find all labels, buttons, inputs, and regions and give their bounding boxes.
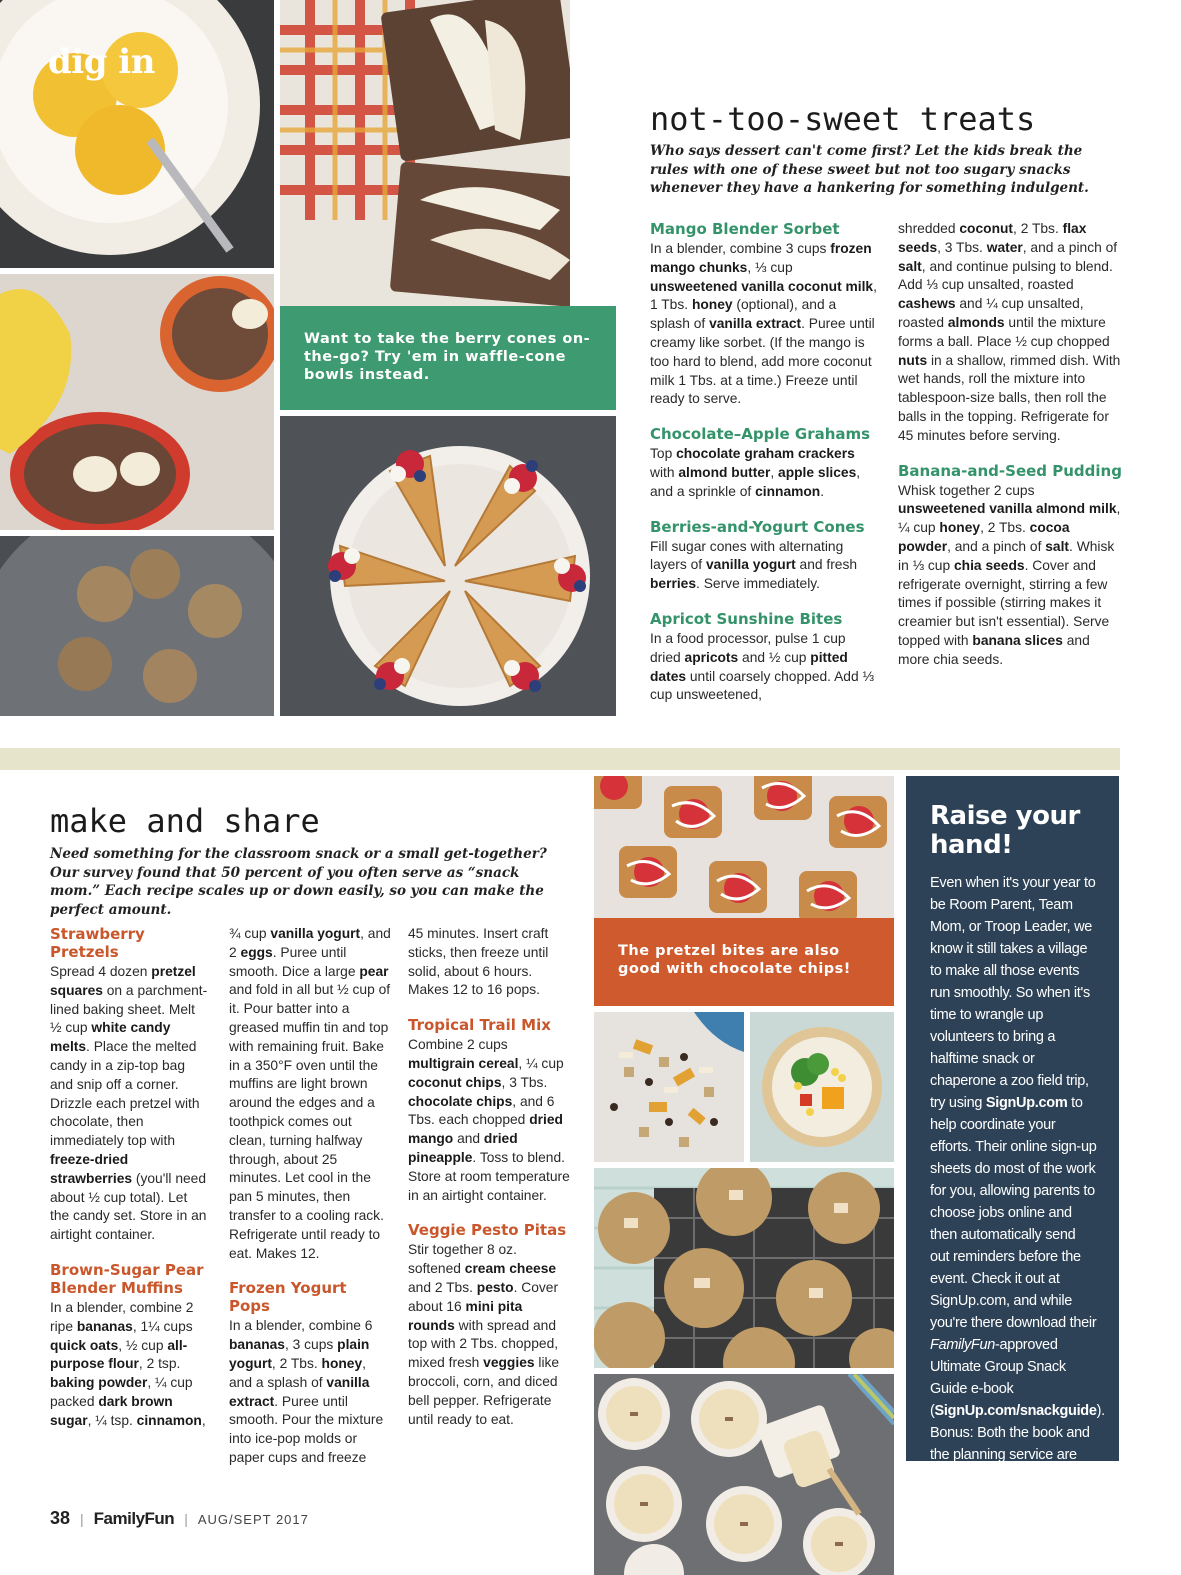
- recipe-veggie-pesto-pitas: [408, 1221, 570, 1429]
- recipe-body: ¾ cup vanilla yogurt, and 2 eggs. Puree until smooth. Dice a large pear and fold in all but ½ cup of it. Pour batter into a greased muffin tin and top with remaining fruit. Bake in a 350°F oven until the muffins are light brown around the edges and a toothpick comes out clean, turning halfway through, about 25 minutes. Let cool in the pan 5 minutes, then transfer to a cooling rack. Refrigerate until ready to eat. Makes 12.: [229, 926, 391, 1261]
- recipe-apricot-sunshine-bites: [650, 610, 878, 705]
- bottom-section-title: make and share: [50, 802, 320, 840]
- recipe-body: Spread 4 dozen pretzel squares on a parchment-lined baking sheet. Melt ½ cup white candy melts. Place the melted candy in a zip-top bag and snip off a corner. Drizzle each pretzel with chocolate, then immediately top with freeze-dried strawberries (you'll need about ½ cup total). Let the candy set. Store in an airtight container.: [50, 964, 208, 1243]
- recipe-title: Chocolate–Apple Grahams: [650, 425, 871, 444]
- top-section-title: not-too-sweet treats: [650, 100, 1036, 138]
- recipe-body: In a blender, combine 3 cups frozen mango chunks, ⅓ cup unsweetened vanilla coconut milk, 1 Tbs. honey (optional), and a splash of vanilla extract. Puree until creamy like sorbet. (If the mango is too hard to blend, add more coconut milk 1 Tbs. at a time.) Freeze until ready to serve.: [650, 241, 877, 407]
- recipe-chocolate-apple-grahams: [650, 425, 878, 501]
- recipe-berries-yogurt-cones: [650, 518, 878, 594]
- recipe-tropical-trail-mix: [408, 1016, 570, 1205]
- raise-your-hand-sidebar: [906, 776, 1119, 1507]
- bottom-section-intro: Need something for the classroom snack or a small get-together? Our survey found that 50 percent of you often serve as “snack mom.” Each recipe scales up or down easily, so you can make the perfect amount.: [50, 846, 547, 918]
- pear-muffins-photo: [594, 1168, 894, 1368]
- recipe-title: Mango Blender Sorbet: [650, 220, 840, 238]
- dig-in-label: dig in: [48, 42, 155, 82]
- recipe-title: Veggie Pesto Pitas: [408, 1221, 567, 1240]
- trail-mix-photo: [594, 1012, 744, 1162]
- recipe-title: Brown-Sugar Pear Blender Muffins: [50, 1260, 204, 1297]
- sidebar-body: Even when it's your year to be Room Parent, Team Mom, or Troop Leader, we know it still takes a village to make all those events run smoothly. So when it's time to wrangle up volunteers to bring a halftime snack or chaperone a zoo field trip, try using SignUp.com to help coordinate your efforts. Their online sign-up sheets do most of the work for you, allowing parents to choose jobs online and then automatically send out reminders before the event. Check it out at SignUp.com, and while you're there download their FamilyFun-approved Ultimate Group Snack Guide e-book (SignUp.com/snackguide). Bonus: Both the book and the planning service are totally free. Happy planning!: [930, 875, 1105, 1507]
- recipe-title: Strawberry Pretzels: [50, 925, 145, 961]
- recipe-body: In a food processor, pulse 1 cup dried apricots and ½ cup pitted dates until coarsely chopped. Add ⅓ cup unsweetened,: [650, 630, 874, 703]
- top-recipe-column-1: [650, 220, 878, 721]
- recipe-banana-seed-pudding: [898, 462, 1122, 670]
- apricot-bites-photo: [0, 536, 274, 716]
- magazine-name: FamilyFun: [93, 1509, 175, 1528]
- recipe-title: Tropical Trail Mix: [408, 1016, 551, 1035]
- graham-apple-photo: [280, 0, 616, 306]
- footer-separator: |: [80, 1511, 84, 1527]
- strawberry-pretzels-photo: [594, 776, 894, 918]
- bottom-recipe-column-1: [50, 925, 210, 1447]
- recipe-body: Combine 2 cups multigrain cereal, ¼ cup coconut chips, 3 Tbs. chocolate chips, and 6 Tbs. each chopped dried mango and dried pineapple. Toss to blend. Store at room temperature in an airtight container.: [408, 1037, 570, 1203]
- section-divider: [0, 748, 1120, 770]
- recipe-apricot-continued: [898, 220, 1122, 446]
- berry-cone-callout: Want to take the berry cones on-the-go? Try 'em in waffle-cone bowls instead.: [280, 306, 616, 410]
- recipe-body: In a blender, combine 2 ripe bananas, 1¼ cups quick oats, ½ cup all-purpose flour, 2 tsp. baking powder, ¼ cup packed dark brown sugar, ¼ tsp. cinnamon,: [50, 1299, 206, 1428]
- recipe-title: Berries-and-Yogurt Cones: [650, 517, 865, 536]
- top-recipe-column-2: [898, 220, 1122, 686]
- recipe-title: Frozen Yogurt Pops: [229, 1279, 347, 1316]
- recipe-title: Apricot Sunshine Bites: [650, 609, 843, 628]
- recipe-mango-sorbet: [650, 220, 878, 409]
- chia-pudding-photo: [0, 274, 274, 530]
- recipe-body: shredded coconut, 2 Tbs. flax seeds, 3 Tbs. water, and a pinch of salt, and continue pulsing to blend. Add ⅓ cup unsalted, roasted cashews and ¼ cup unsalted, roasted almonds until the mixture forms a ball. Place ½ cup chopped nuts in a shallow, rimmed dish. With wet hands, roll the mixture into tablespoon-size balls, then roll the balls in the topping. Refrigerate for 45 minutes before serving.: [898, 221, 1121, 443]
- recipe-body: In a blender, combine 6 bananas, 3 cups plain yogurt, 2 Tbs. honey, and a splash of vanilla extract. Puree until smooth. Pour the mixture into ice-pop molds or paper cups and freeze: [229, 1318, 384, 1465]
- veggie-pita-photo: [750, 1012, 894, 1162]
- bottom-recipe-column-3: [408, 925, 570, 1445]
- sidebar-title: Raise your hand!: [930, 801, 1080, 860]
- recipe-body: 45 minutes. Insert craft sticks, then freeze until solid, about 6 hours. Makes 12 to 16 pops.: [408, 926, 549, 998]
- footer-separator: |: [184, 1511, 188, 1527]
- recipe-muffins-continued: [229, 925, 391, 1263]
- recipe-strawberry-pretzels: [50, 925, 210, 1245]
- recipe-body: Top chocolate graham crackers with almond butter, apple slices, and a sprinkle of cinnamon.: [650, 446, 861, 499]
- issue-date: AUG/SEPT 2017: [197, 1512, 309, 1527]
- berry-cones-photo: [280, 416, 616, 716]
- recipe-title: Banana-and-Seed Pudding: [898, 461, 1122, 480]
- recipe-brown-sugar-pear-muffins: [50, 1261, 210, 1431]
- recipe-body: Fill sugar cones with alternating layers of vanilla yogurt and fresh berries. Serve immediately.: [650, 538, 858, 592]
- page-number: 38: [50, 1508, 71, 1528]
- recipe-pops-continued: [408, 925, 570, 1000]
- yogurt-pops-photo: [594, 1374, 894, 1575]
- pretzel-callout: The pretzel bites are also good with chocolate chips!: [594, 918, 894, 1006]
- mango-sorbet-photo: [0, 0, 274, 268]
- recipe-frozen-yogurt-pops: [229, 1279, 391, 1467]
- top-section-intro: Who says dessert can't come first? Let the kids break the rules with one of these sweet but not too sugary snacks whenever they have a hankering for something indulgent.: [650, 143, 1089, 196]
- bottom-recipe-column-2: [229, 925, 391, 1484]
- recipe-body: Whisk together 2 cups unsweetened vanilla almond milk, ¼ cup honey, 2 Tbs. cocoa powder, and a pinch of salt. Whisk in ⅓ cup chia seeds. Cover and refrigerate overnight, stirring a few times if possible (stirring makes it creamier but isn't essential). Serve topped with banana slices and more chia seeds.: [898, 482, 1121, 667]
- page-footer: [50, 1508, 309, 1529]
- recipe-body: Stir together 8 oz. softened cream cheese and 2 Tbs. pesto. Cover about 16 mini pita rounds with spread and top with 2 Tbs. chopped, mixed fresh veggies like broccoli, corn, and diced bell pepper. Refrigerate until ready to eat.: [408, 1242, 560, 1427]
